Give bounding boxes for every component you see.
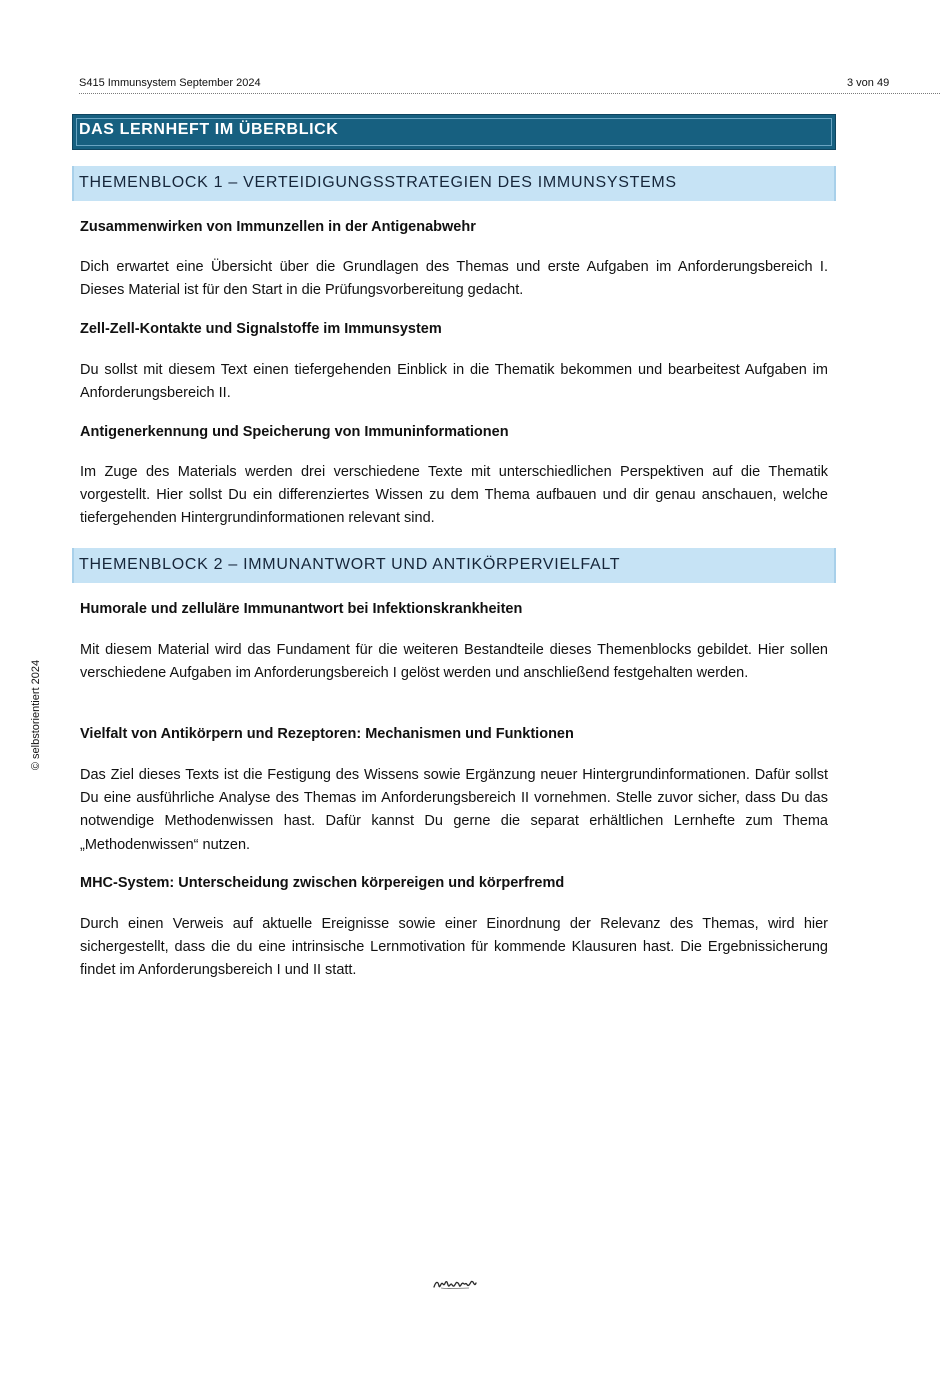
topic-text: Im Zuge des Materials werden drei verschiedene Texte mit unterschiedlichen Perspektiven auf die Thematik vorgestellt. Hier sollst Du ein differenziertes Wissen zu dem Thema aufbauen und dir genau anschauen, welche tiefergehenden Hintergrundinformationen relevant sind. [80, 464, 828, 527]
header-page-number: 3 von 49 [847, 77, 890, 89]
page-title: DAS LERNHEFT IM ÜBERBLICK [79, 121, 339, 138]
topic-title: Antigenerkennung und Speicherung von Immuninformationen [80, 424, 509, 440]
topic-title: MHC-System: Unterscheidung zwischen körpereigen und körperfremd [80, 875, 565, 891]
copyright-note: © selbstorientiert 2024 [30, 659, 42, 771]
header-document-title: S415 Immunsystem September 2024 [79, 77, 261, 89]
topic-text: Durch einen Verweis auf aktuelle Ereignisse sowie einer Einordnung der Relevanz des Themas, wird hier sichergestellt, dass die du eine intrinsische Lernmotivation für kommende Klausuren hast. Die Ergebnissicherung findet im Anforderungsbereich I und II statt. [80, 916, 828, 979]
topic-title: Humorale und zelluläre Immunantwort bei Infektionskrankheiten [80, 601, 523, 617]
section-heading-bar-1 [72, 166, 836, 201]
topic-title: Zell-Zell-Kontakte und Signalstoffe im Immunsystem [80, 321, 442, 337]
topic-text: Das Ziel dieses Texts ist die Festigung des Wissens sowie Ergänzung neuer Hintergrundinformationen. Dafür sollst Du eine ausführliche Analyse des Themas im Anforderungsbereich II vornehmen. Stelle zuvor sicher, dass Du das notwendige Methodenwissen hast. Dafür kannst Du gerne die separat erhältlichen Lernhefte zum Thema „Methodenwissen“ nutzen. [80, 767, 828, 853]
selbstorientiert-logo [433, 1276, 477, 1292]
section-heading-2: THEMENBLOCK 2 – IMMUNANTWORT UND ANTIKÖRPERVIELFALT [79, 556, 621, 573]
topic-title: Zusammenwirken von Immunzellen in der Antigenabwehr [80, 219, 476, 235]
page-header [79, 76, 940, 94]
section-heading-1: THEMENBLOCK 1 – VERTEIDIGUNGSSTRATEGIEN DES IMMUNSYSTEMS [79, 174, 677, 191]
section-heading-bar-2 [72, 548, 836, 583]
title-banner [72, 114, 836, 150]
topic-text: Du sollst mit diesem Text einen tiefergehenden Einblick in die Thematik bekommen und bearbeitest Aufgaben im Anforderungsbereich II. [80, 362, 828, 402]
topic-title: Vielfalt von Antikörpern und Rezeptoren: Mechanismen und Funktionen [80, 726, 574, 742]
topic-text: Dich erwartet eine Übersicht über die Grundlagen des Themas und erste Aufgaben im Anforderungsbereich I. Dieses Material ist für den Start in die Prüfungsvorbereitung gedacht. [80, 259, 828, 299]
topic-text: Mit diesem Material wird das Fundament für die weiteren Bestandteile dieses Themenblocks gebildet. Hier sollen verschiedene Aufgaben im Anforderungsbereich I gelöst werden und anschließend festgehalten werden. [80, 642, 828, 682]
